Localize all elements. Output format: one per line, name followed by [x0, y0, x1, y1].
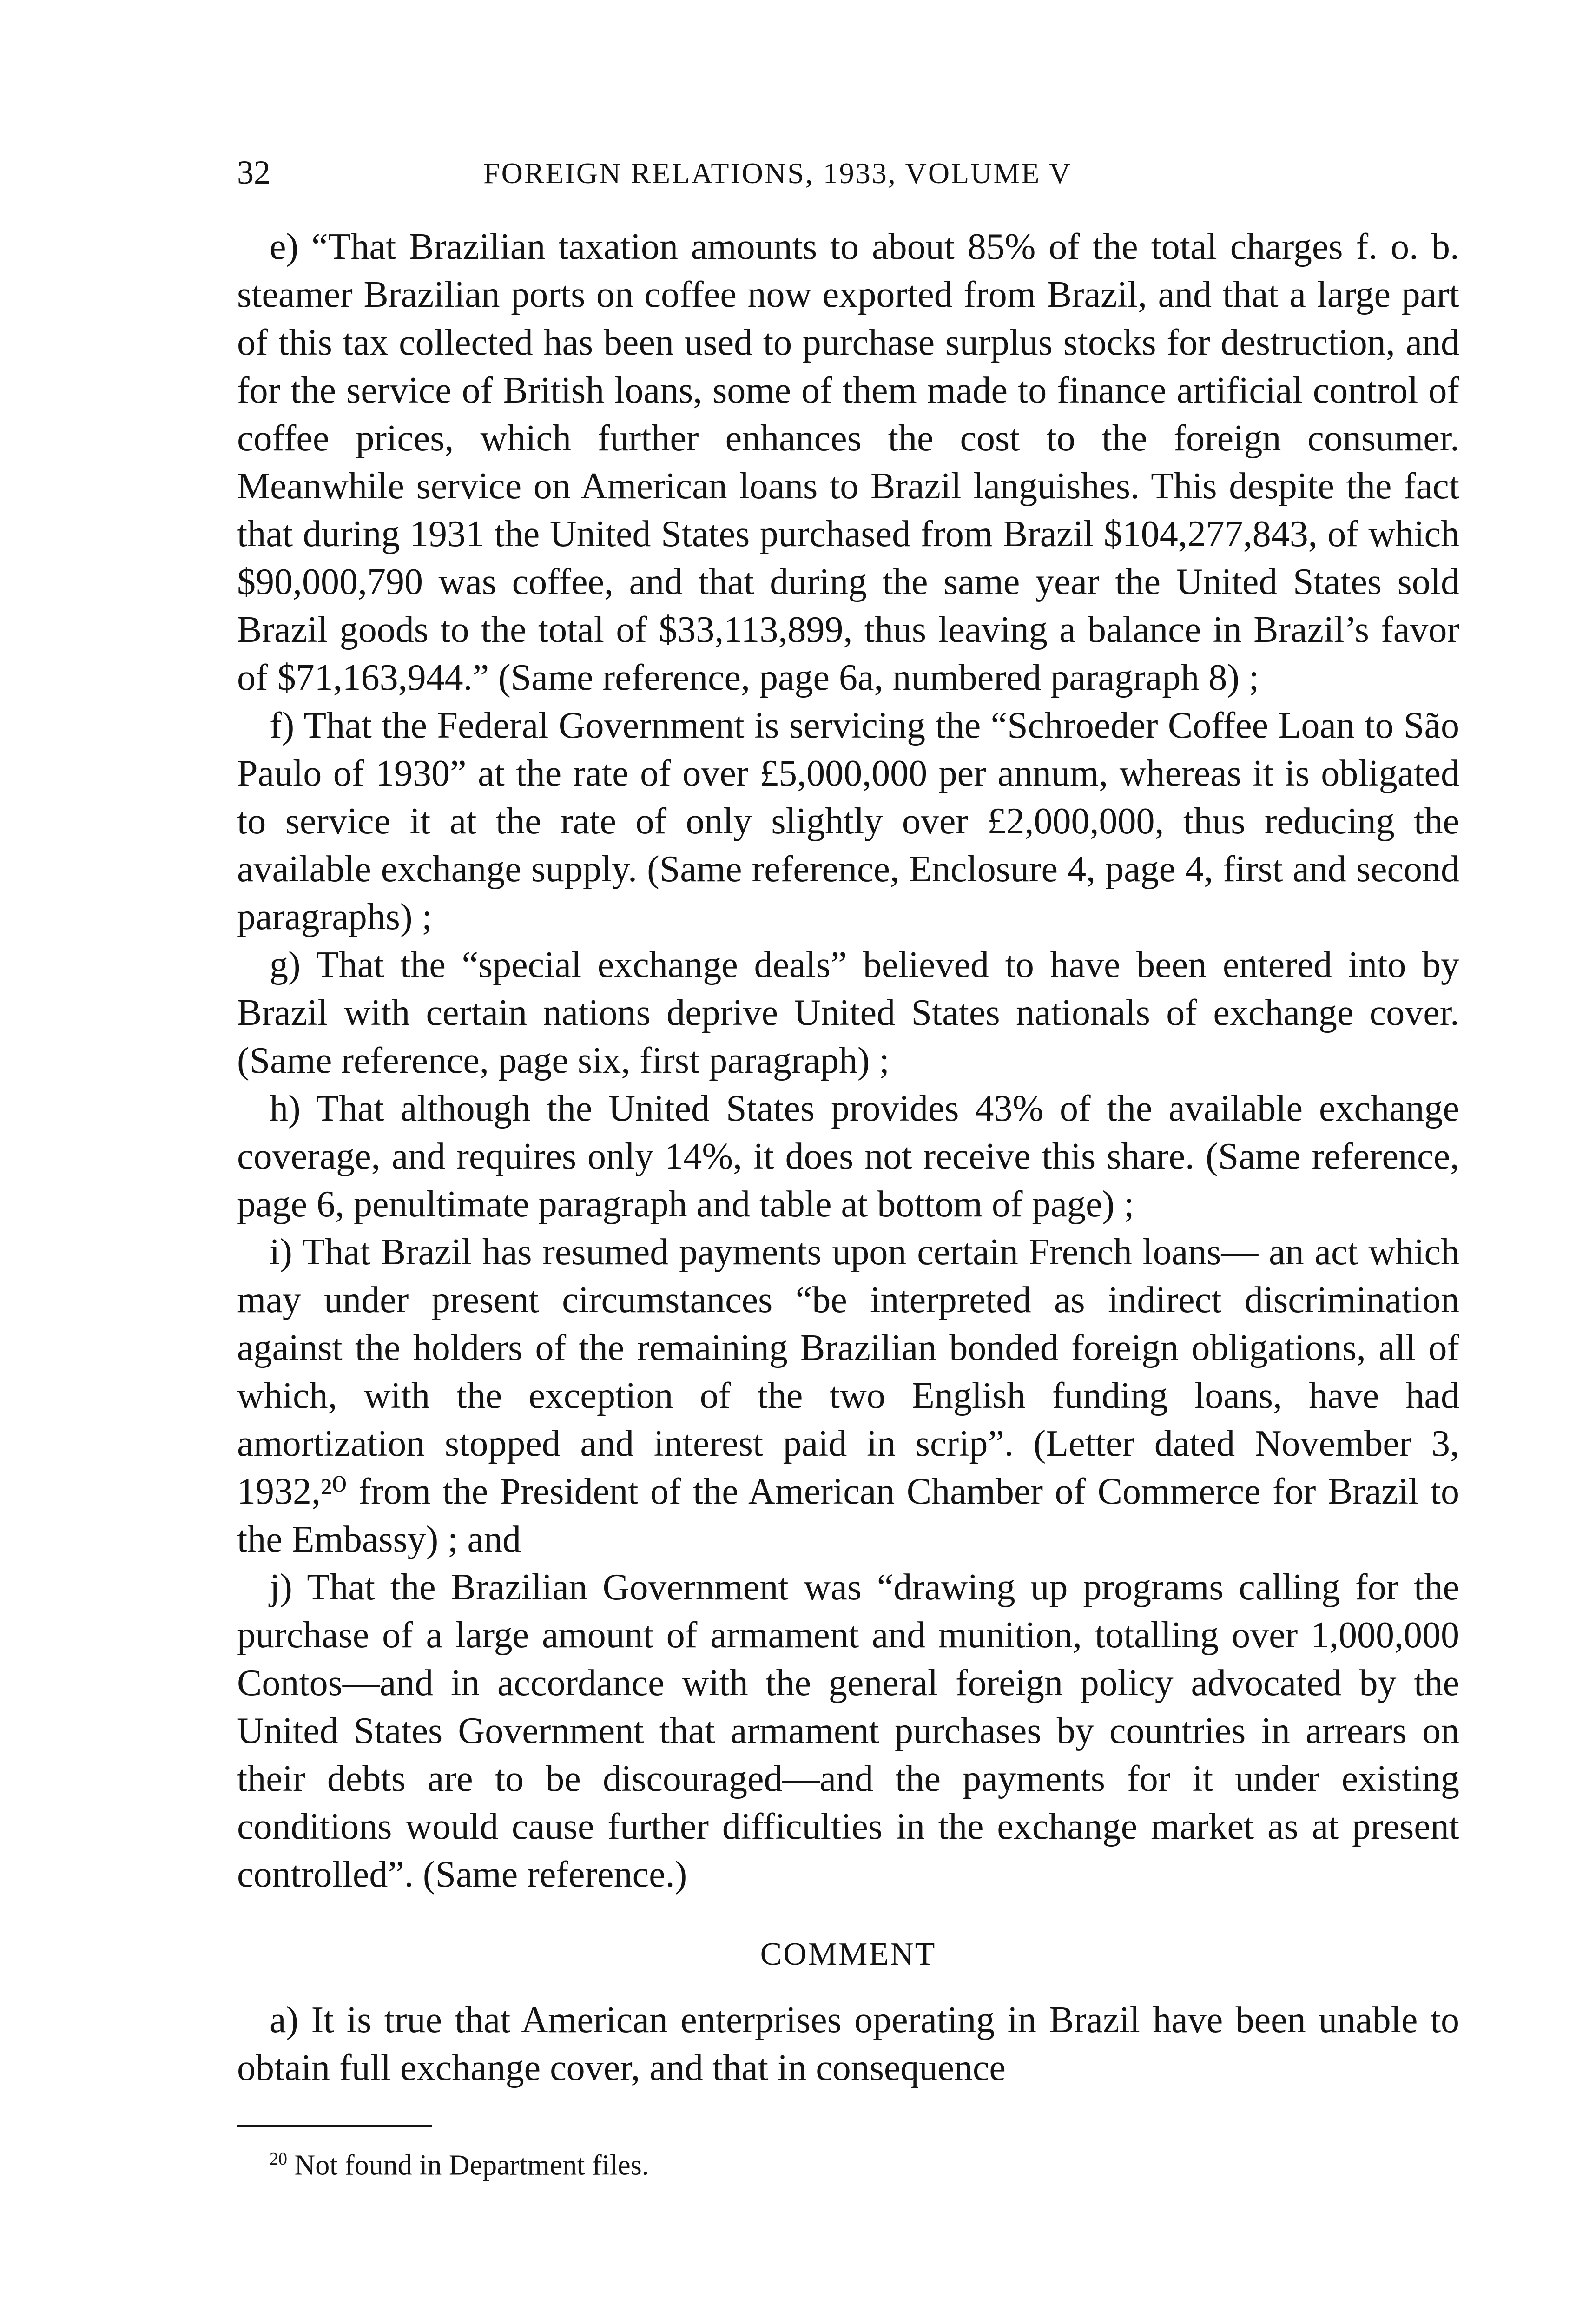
paragraph-i: i) That Brazil has resumed payments upon certain French loans— an act which may under present circumstances “be interpreted as indirect discrimination against the holders of the remaining Brazilian bonded foreign obligations, all of which, with the exception of the two English funding loans, have had amortization stopped and interest paid in scrip”. (Letter dated November 3, 1932,²⁰ from the President of the American Chamber of Commerce for Brazil to the Embassy) ; and [237, 1232, 1459, 1560]
paragraph-e: e) “That Brazilian taxation amounts to about 85% of the total charges f. o. b. steamer Brazilian ports on coffee now exported from Brazil, and that a large part of this tax collected has been used to purchase surplus stocks for destruction, and for the service of British loans, some of them made to finance artificial control of coffee prices, which further enhances the cost to the foreign consumer. Meanwhile service on American loans to Brazil languishes. This despite the fact that during 1931 the United States purchased from Brazil $104,277,843, of which $90,000,790 was coffee, and that during the same year the United States sold Brazil goods to the total of $33,113,899, thus leaving a balance in Brazil’s favor of $71,163,944.” (Same reference, page 6a, numbered paragraph 8) ; [237, 226, 1459, 698]
footnote-text: Not found in Department files. [294, 2149, 649, 2181]
paragraph-h: h) That although the United States provides 43% of the available exchange coverage, and requires only 14%, it does not receive this share. (Same reference, page 6, penultimate paragraph and table at bottom of page) ; [237, 1088, 1459, 1225]
page-number: 32 [237, 154, 270, 191]
footnote-divider [237, 2125, 432, 2127]
footnote [270, 2140, 1459, 2184]
body-text [237, 223, 1459, 2092]
running-title: FOREIGN RELATIONS, 1933, VOLUME V [483, 157, 1072, 190]
paragraph-g: g) That the “special exchange deals” believed to have been entered into by Brazil with certain nations deprive United States nationals of exchange cover. (Same reference, page six, first paragraph) ; [237, 944, 1459, 1081]
paragraph-j: j) That the Brazilian Government was “drawing up programs calling for the purchase of a large amount of armament and munition, totalling over 1,000,000 Contos—and in accordance with the general foreign policy advocated by the United States Government that armament purchases by countries in arrears on their debts are to be discouraged—and the payments for it under existing conditions would cause further difficulties in the exchange market as at present controlled”. (Same reference.) [237, 1567, 1459, 1895]
footnote-marker: 20 [270, 2149, 287, 2169]
page [237, 153, 1459, 2184]
comment-heading: COMMENT [760, 1936, 936, 1972]
running-head [237, 153, 1459, 205]
comment-paragraph-a: a) It is true that American enterprises operating in Brazil have been unable to obtain full exchange cover, and that in consequence [237, 2000, 1459, 2088]
paragraph-f: f) That the Federal Government is servicing the “Schroeder Coffee Loan to São Paulo of 1930” at the rate of over £5,000,000 per annum, whereas it is obligated to service it at the rate of only slightly over £2,000,000, thus reducing the available exchange supply. (Same reference, Enclosure 4, page 4, first and second paragraphs) ; [237, 705, 1459, 938]
